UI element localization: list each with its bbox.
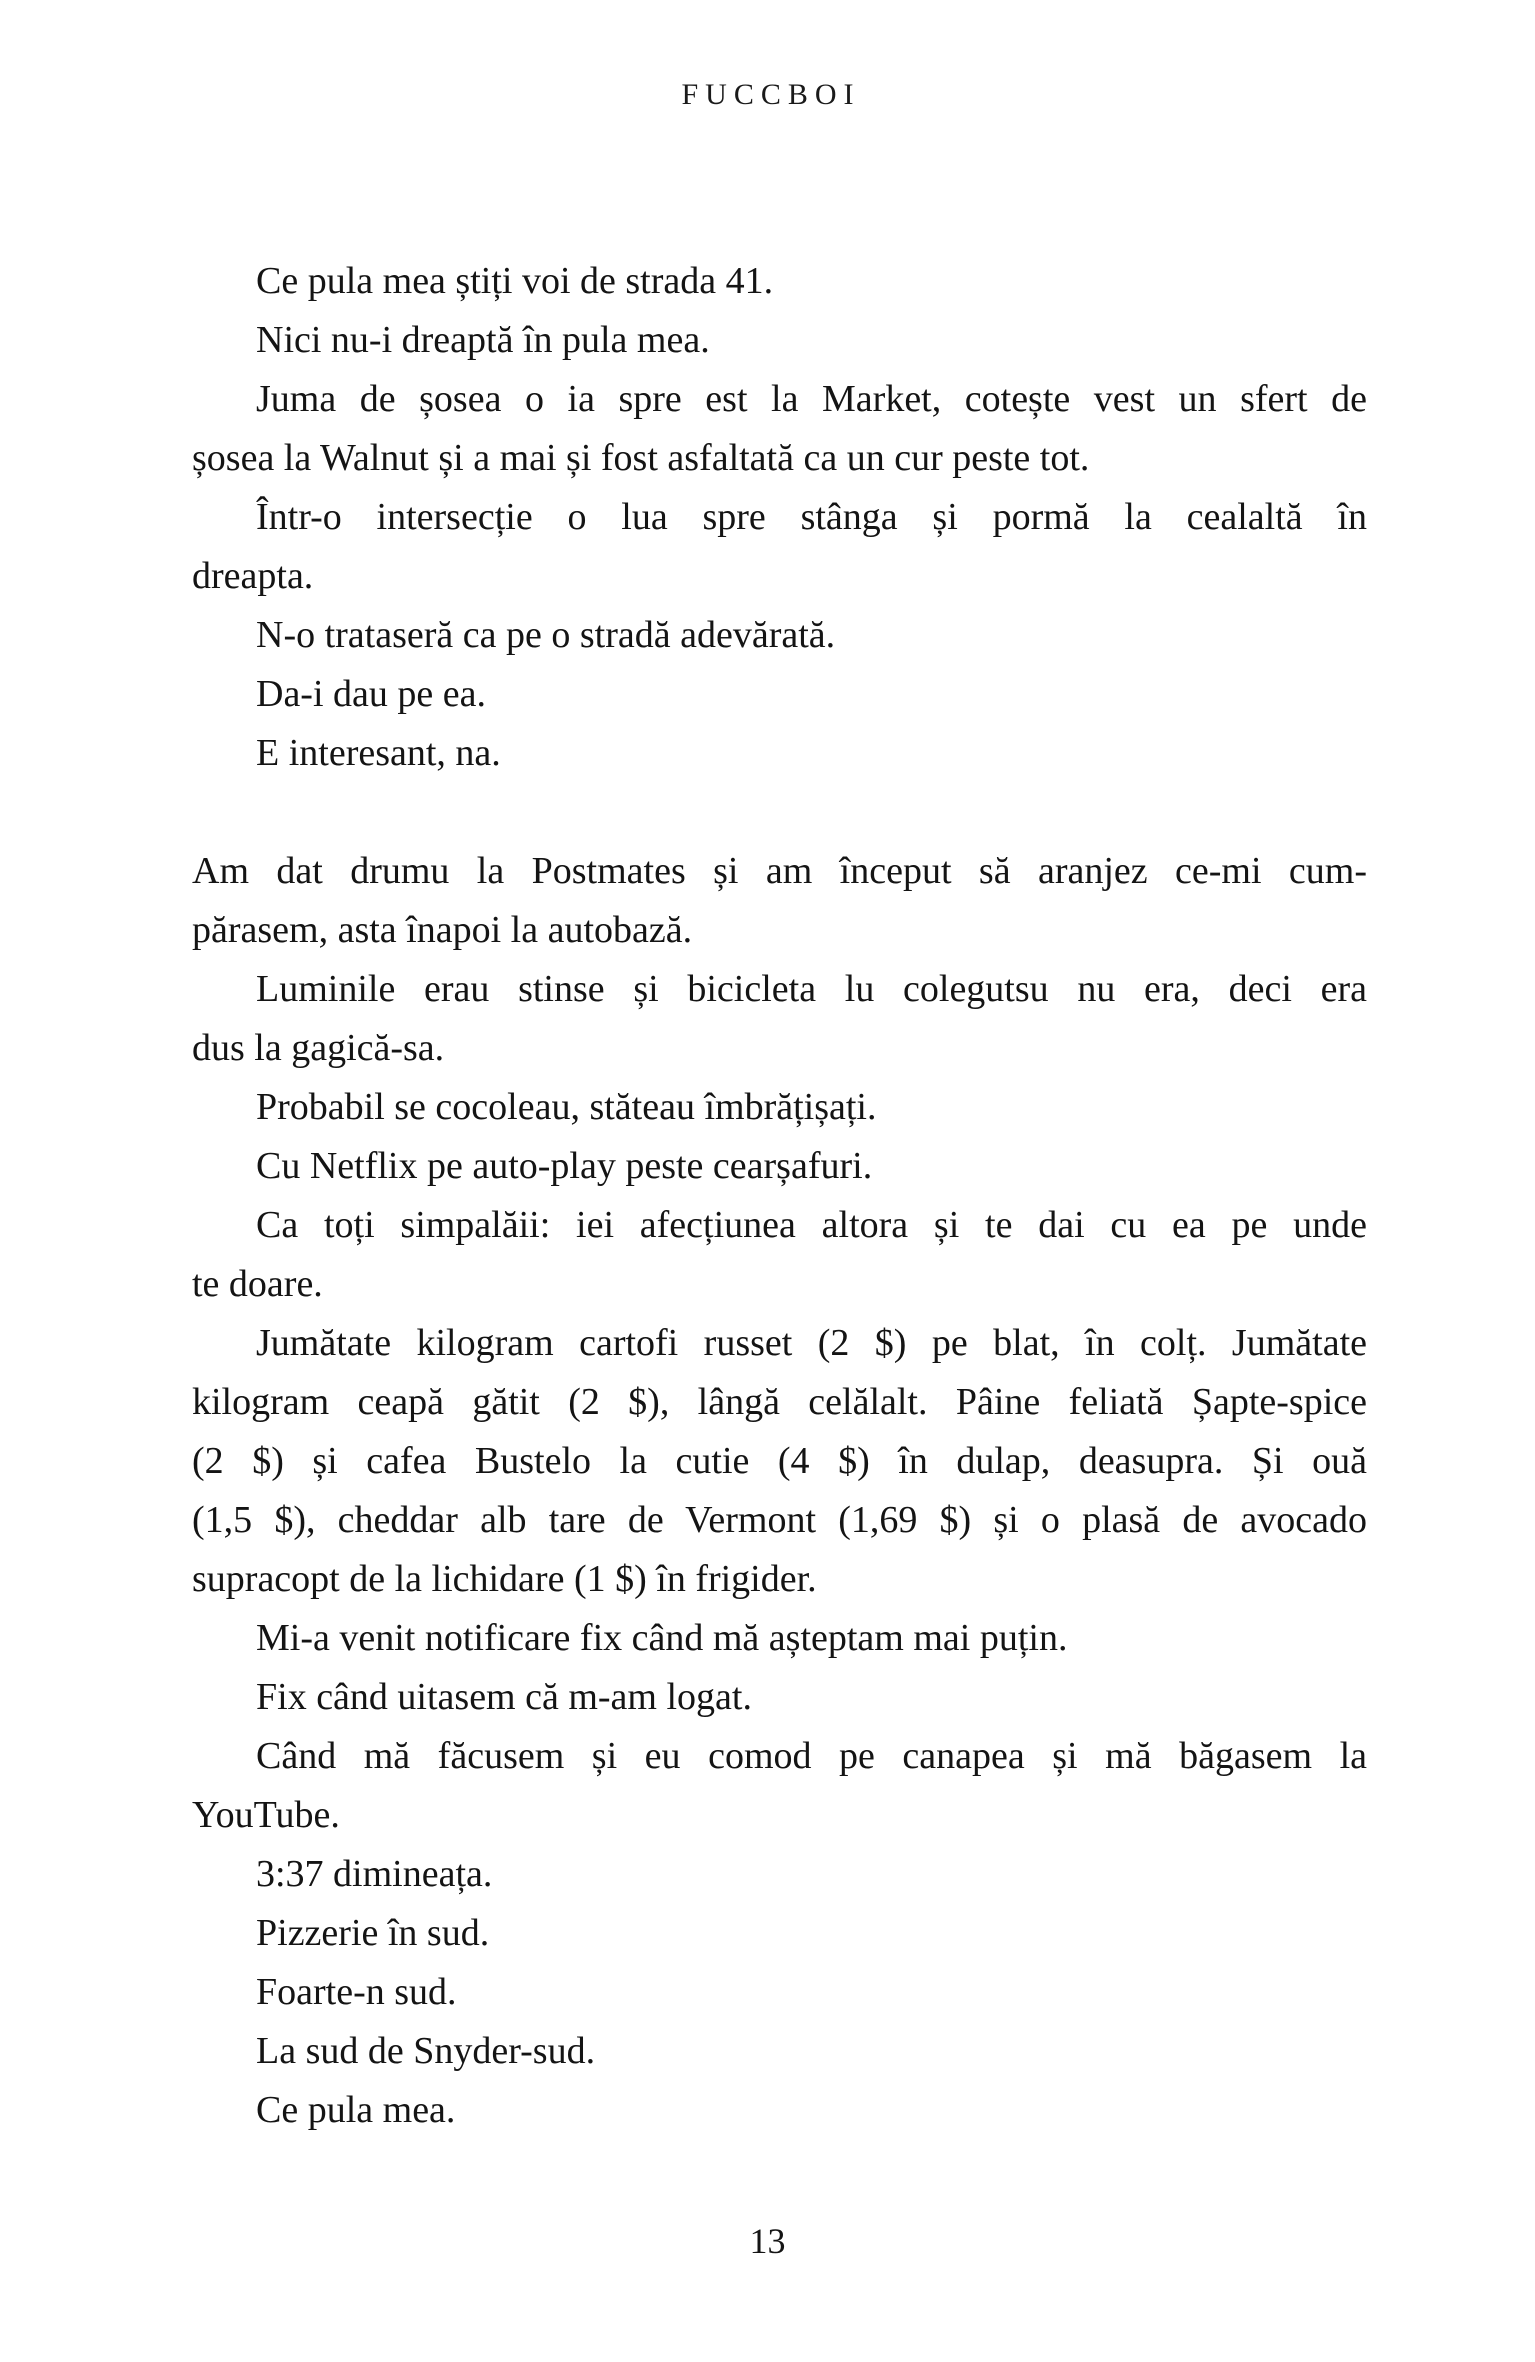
text-block xyxy=(192,252,1367,2140)
text-line: șosea la Walnut și a mai și fost asfaltată ca un cur peste tot. xyxy=(192,437,1090,479)
text-line: dus la gagică-sa. xyxy=(192,1027,445,1069)
text-line: Fix când uitasem că m-am logat. xyxy=(256,1676,752,1718)
text-line: E interesant, na. xyxy=(256,732,501,774)
text-line: supracopt de la lichidare (1 $) în frigider. xyxy=(192,1558,817,1600)
running-head: FUCCBOI xyxy=(681,78,861,111)
text-line: Foarte-n sud. xyxy=(256,1971,457,2013)
text-line: Ce pula mea. xyxy=(256,2089,456,2131)
text-line: Probabil se cocoleau, stăteau îmbrățișați. xyxy=(256,1086,877,1128)
text-line: Nici nu-i dreaptă în pula mea. xyxy=(256,319,710,361)
text-line: Într-o intersecție o lua spre stânga și pormă la cealaltă în xyxy=(256,496,1367,538)
text-line: 3:37 dimineața. xyxy=(256,1853,493,1895)
text-line: Ce pula mea știți voi de strada 41. xyxy=(256,260,774,302)
page-number: 13 xyxy=(749,2221,786,2261)
text-line: te doare. xyxy=(192,1263,323,1305)
text-line: Mi-a venit notificare fix când mă așteptam mai puțin. xyxy=(256,1617,1068,1659)
text-line: (2 $) și cafea Bustelo la cutie (4 $) în dulap, deasupra. Și ouă xyxy=(192,1440,1367,1482)
text-line: Ca toți simpalăii: iei afecțiunea altora și te dai cu ea pe unde xyxy=(256,1204,1367,1246)
text-line: Da-i dau pe ea. xyxy=(256,673,486,715)
text-line: Cu Netflix pe auto-play peste cearșafuri. xyxy=(256,1145,873,1187)
text-line: părasem, asta înapoi la autobază. xyxy=(192,909,693,951)
text-line: Pizzerie în sud. xyxy=(256,1912,490,1954)
text-line: dreapta. xyxy=(192,555,314,597)
text-line: YouTube. xyxy=(192,1794,340,1836)
text-line: Când mă făcusem și eu comod pe canapea și mă băgasem la xyxy=(256,1735,1367,1777)
text-line: Am dat drumu la Postmates și am început să aranjez ce-mi cum- xyxy=(192,850,1367,892)
text-line: kilogram ceapă gătit (2 $), lângă celălalt. Pâine feliată Șapte-spice xyxy=(192,1381,1367,1423)
text-line: Juma de șosea o ia spre est la Market, cotește vest un sfert de xyxy=(256,378,1367,420)
text-line: N-o trataseră ca pe o stradă adevărată. xyxy=(256,614,836,656)
text-line: Jumătate kilogram cartofi russet (2 $) pe blat, în colț. Jumătate xyxy=(256,1322,1367,1364)
text-line: La sud de Snyder-sud. xyxy=(256,2030,596,2072)
text-line: (1,5 $), cheddar alb tare de Vermont (1,69 $) și o plasă de avocado xyxy=(192,1499,1367,1541)
text-line: Luminile erau stinse și bicicleta lu colegutsu nu era, deci era xyxy=(256,968,1367,1010)
